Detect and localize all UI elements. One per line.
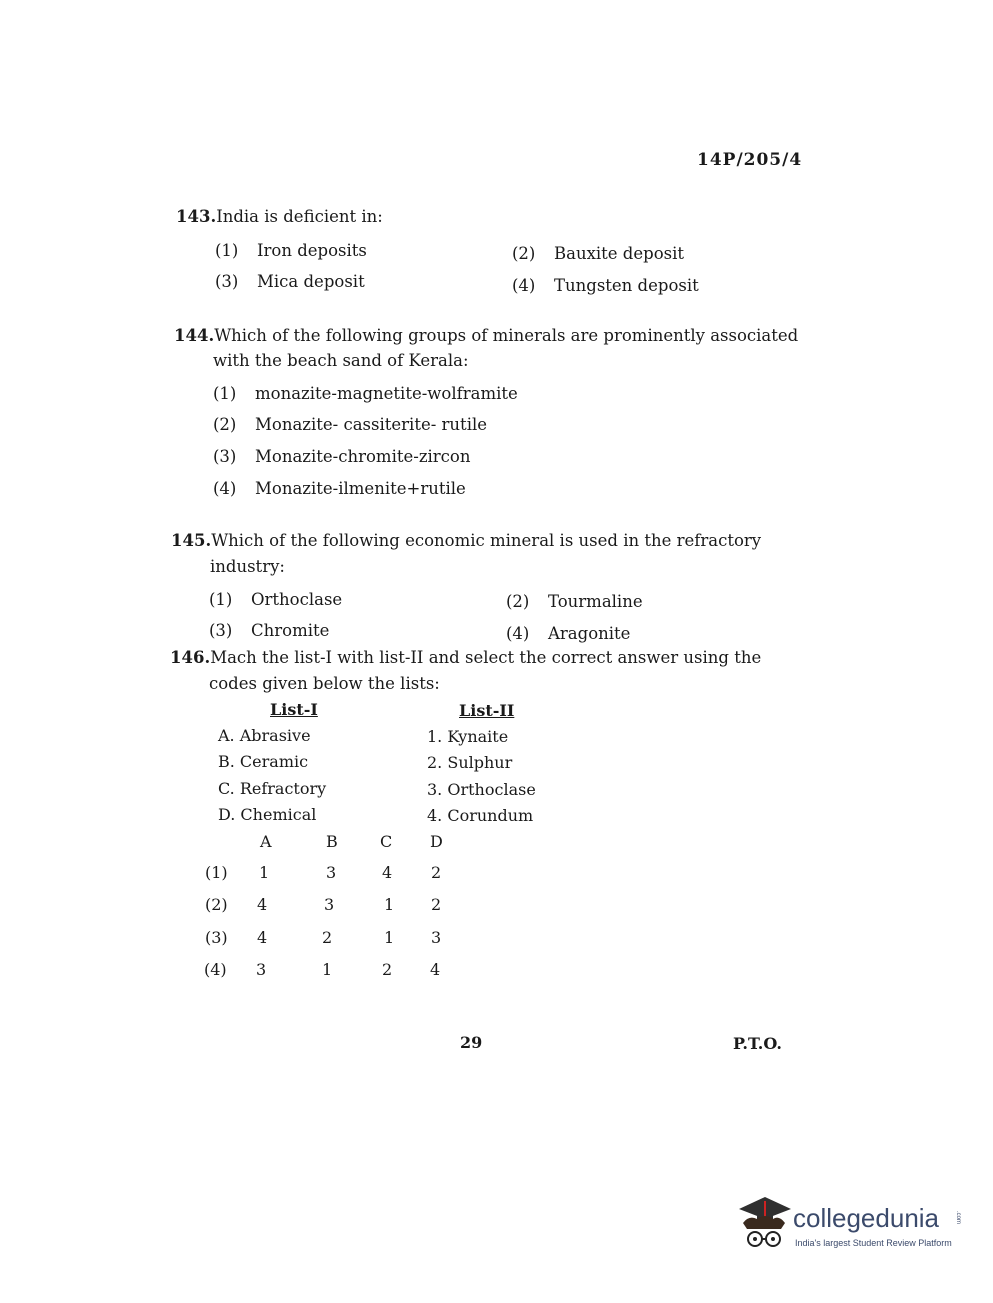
list1-item: B. Ceramic: [218, 752, 309, 771]
code-cell: 1: [384, 895, 395, 914]
code-row-label: (4): [204, 960, 227, 979]
option: (2) Bauxite deposit: [512, 244, 685, 263]
page-number: 29: [460, 1033, 483, 1052]
collegedunia-logo[interactable]: [735, 1195, 965, 1255]
list2-item: 3. Orthoclase: [427, 780, 536, 799]
list2-item: 1. Kynaite: [427, 727, 509, 746]
option: (1) Iron deposits: [215, 241, 367, 260]
pto-label: P.T.O.: [733, 1034, 782, 1053]
logo-tagline: India's largest Student Review Platform: [795, 1238, 952, 1248]
logo-name: collegedunia: [793, 1203, 940, 1233]
question-text: India is deficient in:: [216, 207, 383, 226]
code-cell: 4: [257, 895, 268, 914]
option: (2) Tourmaline: [506, 592, 643, 611]
question-number: 146.: [170, 648, 211, 667]
code-header: A: [260, 832, 272, 851]
list2-heading: List-II: [459, 701, 515, 720]
code-header: C: [380, 832, 393, 851]
code-cell: 2: [322, 928, 333, 947]
code-header: B: [326, 832, 338, 851]
option: (1) Orthoclase: [209, 590, 343, 609]
code-cell: 4: [382, 863, 393, 882]
code-cell: 3: [326, 863, 337, 882]
list1-item: C. Refractory: [218, 779, 327, 798]
code-cell: 3: [324, 895, 335, 914]
option: (2) Monazite- cassiterite- rutile: [213, 415, 488, 434]
list1-heading: List-I: [270, 700, 318, 719]
question-text: Which of the following economic mineral is used in the refractory: [211, 531, 762, 550]
code-cell: 3: [431, 928, 442, 947]
code-cell: 4: [430, 960, 441, 979]
code-cell: 2: [431, 863, 442, 882]
list2-item: 4. Corundum: [427, 806, 534, 825]
paper-code: 14P/205/4: [697, 150, 803, 170]
question-144: [174, 326, 798, 345]
option: (4) Aragonite: [506, 624, 631, 643]
question-text: Mach the list-I with list-II and select the correct answer using the: [210, 648, 762, 667]
question-number: 145.: [171, 531, 212, 550]
option: (3) Chromite: [209, 621, 330, 640]
question-text-cont: industry:: [210, 557, 285, 576]
question-number: 143.: [176, 207, 217, 226]
question-number: 144.: [174, 326, 215, 345]
list1-item: A. Abrasive: [218, 726, 311, 745]
code-row-label: (3): [205, 928, 228, 947]
code-cell: 4: [257, 928, 268, 947]
option: (3) Monazite-chromite-zircon: [213, 447, 471, 466]
question-text: Which of the following groups of minerals are prominently associated: [214, 326, 799, 345]
list2-item: 2. Sulphur: [427, 753, 513, 772]
code-cell: 3: [256, 960, 267, 979]
code-row-label: (1): [205, 863, 228, 882]
logo-suffix: .com: [955, 1211, 961, 1225]
code-cell: 2: [431, 895, 442, 914]
question-text-cont: with the beach sand of Kerala:: [213, 351, 469, 370]
question-text-cont: codes given below the lists:: [209, 674, 440, 693]
question-145: [171, 531, 761, 550]
code-cell: 1: [322, 960, 333, 979]
mascot-icon: [735, 1195, 795, 1255]
question-146: [170, 648, 761, 667]
code-row-label: (2): [205, 895, 228, 914]
option: (1) monazite-magnetite-wolframite: [213, 384, 518, 403]
code-cell: 1: [384, 928, 395, 947]
code-cell: 2: [382, 960, 393, 979]
code-header: D: [430, 832, 443, 851]
question-143: [176, 207, 383, 226]
code-cell: 1: [259, 863, 270, 882]
option: (4) Monazite-ilmenite+rutile: [213, 479, 466, 498]
list1-item: D. Chemical: [218, 805, 317, 824]
option: (3) Mica deposit: [215, 272, 365, 291]
option: (4) Tungsten deposit: [512, 276, 699, 295]
